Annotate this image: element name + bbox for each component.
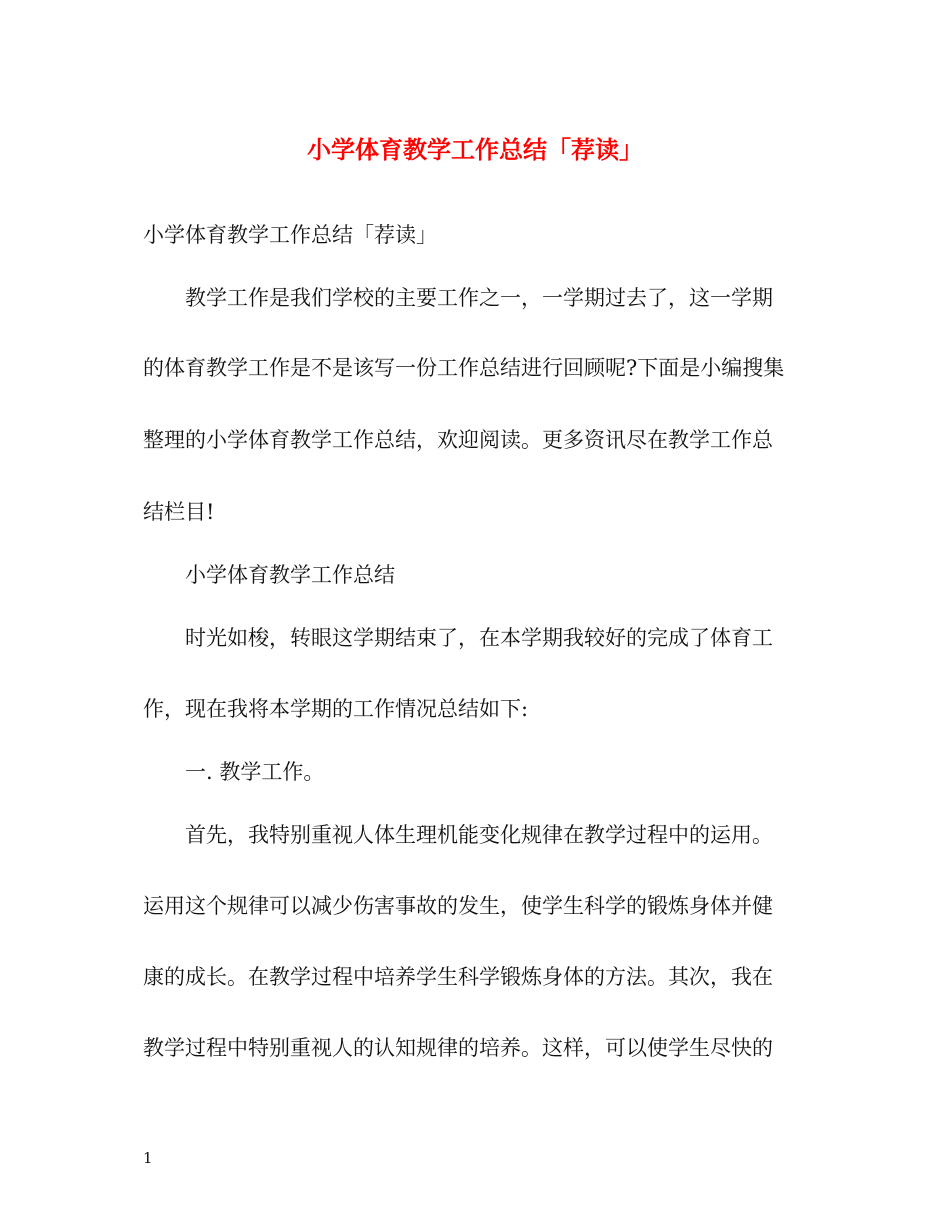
paragraph-line: 结栏目!	[143, 500, 215, 524]
paragraph-line: 教学工作是我们学校的主要工作之一，一学期过去了，这一学期	[185, 286, 773, 310]
page-number: 1	[143, 1149, 153, 1167]
paragraph-line: 的体育教学工作是不是该写一份工作总结进行回顾呢?下面是小编搜集	[143, 356, 785, 380]
document-title: 小学体育教学工作总结「荐读」	[307, 135, 643, 164]
paragraph-line: 时光如梭，转眼这学期结束了，在本学期我较好的完成了体育工	[185, 626, 773, 650]
section-heading: 一. 教学工作。	[185, 760, 325, 784]
paragraph-line: 首先，我特别重视人体生理机能变化规律在教学过程中的运用。	[185, 823, 773, 847]
paragraph-line: 整理的小学体育教学工作总结，欢迎阅读。更多资讯尽在教学工作总	[143, 428, 773, 452]
subtitle-line: 小学体育教学工作总结「荐读」	[143, 223, 437, 247]
paragraph-line: 康的成长。在教学过程中培养学生科学锻炼身体的方法。其次，我在	[143, 965, 773, 989]
section-heading: 小学体育教学工作总结	[185, 563, 395, 587]
paragraph-line: 作，现在我将本学期的工作情况总结如下:	[143, 697, 529, 721]
paragraph-line: 运用这个规律可以减少伤害事故的发生，使学生科学的锻炼身体并健	[143, 894, 773, 918]
paragraph-line: 教学过程中特别重视人的认知规律的培养。这样，可以使学生尽快的	[143, 1036, 773, 1060]
